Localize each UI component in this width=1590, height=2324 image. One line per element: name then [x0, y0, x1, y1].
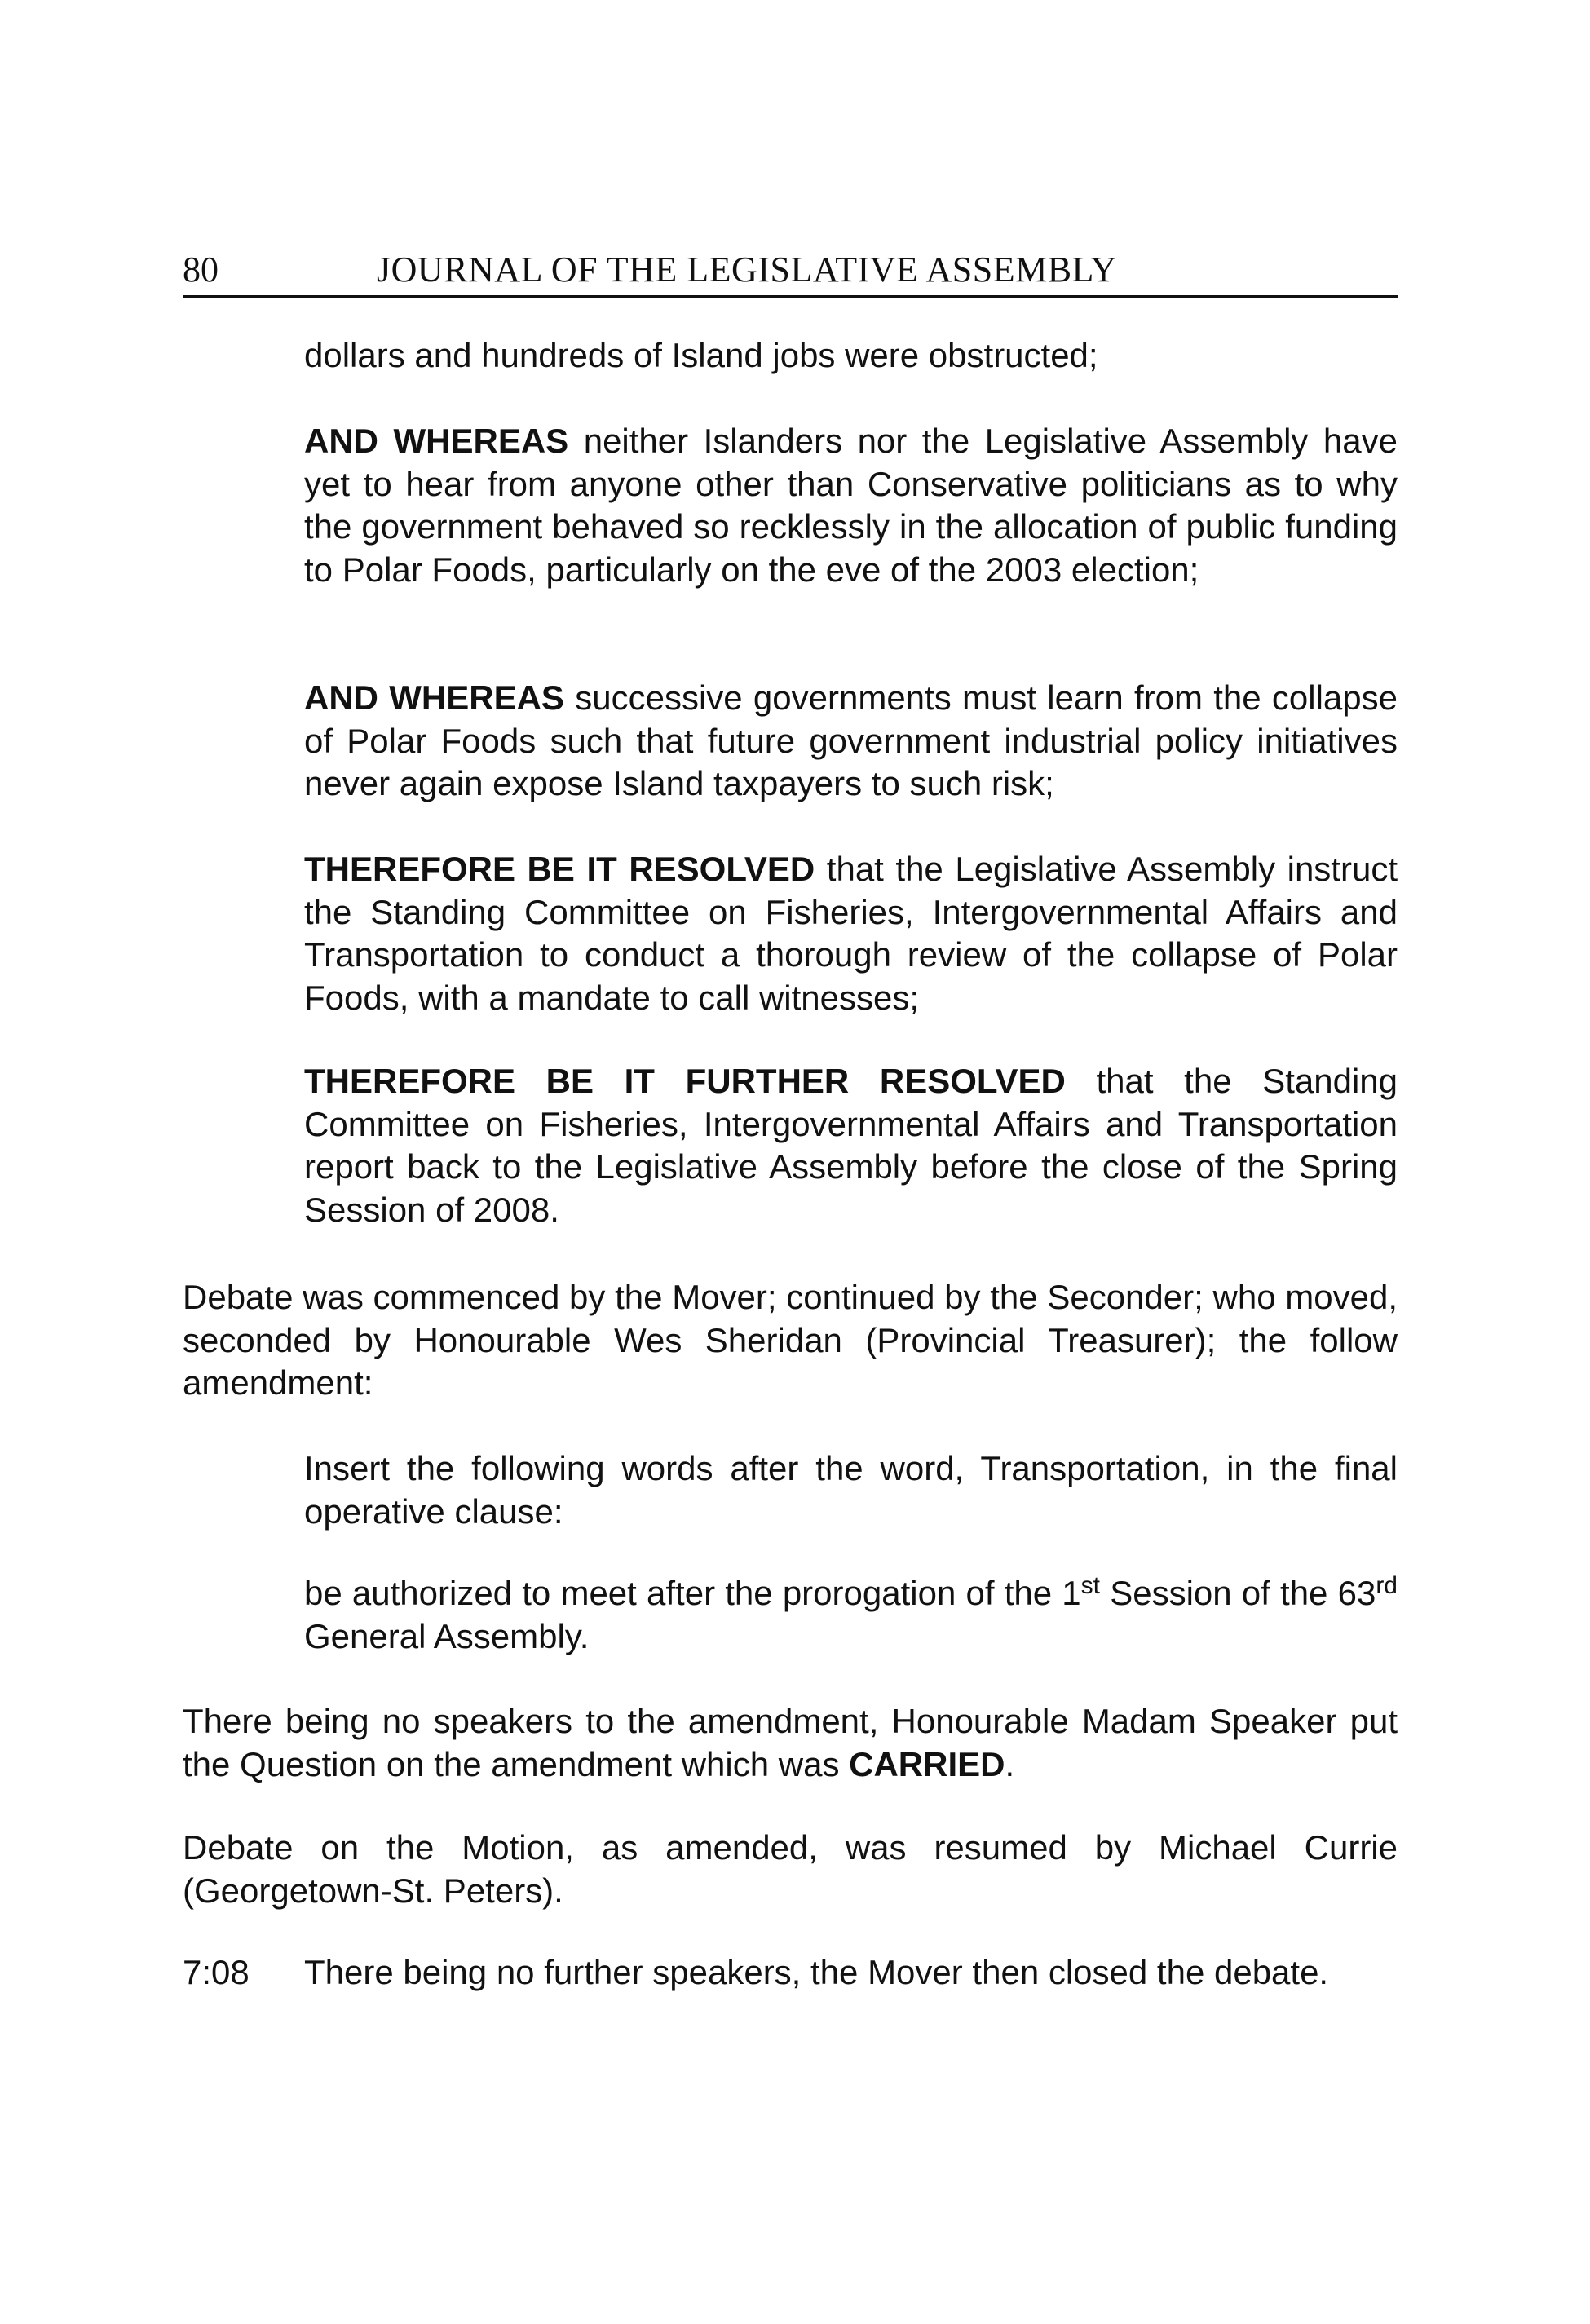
- resolved-clause: THEREFORE BE IT RESOLVED that the Legislative Assembly instruct the Standing Committee on Fisheries, Intergovernmental Affairs and Transportation to conduct a thorough review of the collapse of Polar Foods, with a mandate to call witnesses;: [304, 850, 1398, 1017]
- page-header: [183, 245, 1398, 298]
- further-resolved-clause: THEREFORE BE IT FURTHER RESOLVED that the Standing Committee on Fisheries, Intergovernmental Affairs and Transportation report back to the Legislative Assembly before the close of the Spring Session of 2008.: [304, 1062, 1398, 1229]
- running-head: JOURNAL OF THE LEGISLATIVE ASSEMBLY: [377, 250, 1117, 289]
- time-stamp: 7:08: [183, 1953, 250, 1991]
- page-number: 80: [183, 250, 219, 289]
- whereas-clause-1: AND WHEREAS neither Islanders nor the Legislative Assembly have yet to hear from anyone other than Conservative politicians as to why the government behaved so recklessly in the allocation of public funding to Polar Foods, particularly on the eve of the 2003 election;: [304, 422, 1398, 589]
- clause-lead: AND WHEREAS: [304, 678, 564, 717]
- debate-resumed-paragraph: Debate on the Motion, as amended, was resumed by Michael Currie (Georgetown-St. Peters).: [183, 1828, 1398, 1910]
- result-carried: CARRIED: [849, 1744, 1005, 1783]
- clause-lead: THEREFORE BE IT FURTHER RESOLVED: [304, 1062, 1066, 1100]
- clause-lead: AND WHEREAS: [304, 422, 569, 460]
- amendment-result: There being no speakers to the amendment, Honourable Madam Speaker put the Question on the amendment which was CARRIED.: [183, 1702, 1398, 1783]
- clause-lead: THEREFORE BE IT RESOLVED: [304, 850, 815, 888]
- amendment-text: be authorized to meet after the prorogation of the 1st Session of the 63rd General Assembly.: [304, 1572, 1398, 1655]
- debate-paragraph: Debate was commenced by the Mover; continued by the Seconder; who moved, seconded by Honourable Wes Sheridan (Provincial Treasurer); the follow amendment:: [183, 1278, 1398, 1402]
- time-entry-text: There being no further speakers, the Mover then closed the debate.: [304, 1953, 1329, 1991]
- amendment-instruction: Insert the following words after the word, Transportation, in the final operative clause:: [304, 1449, 1398, 1531]
- paragraph-continuation: dollars and hundreds of Island jobs were obstructed;: [304, 336, 1098, 374]
- whereas-clause-2: AND WHEREAS successive governments must learn from the collapse of Polar Foods such that future government industrial policy initiatives never again expose Island taxpayers to such risk;: [304, 678, 1398, 802]
